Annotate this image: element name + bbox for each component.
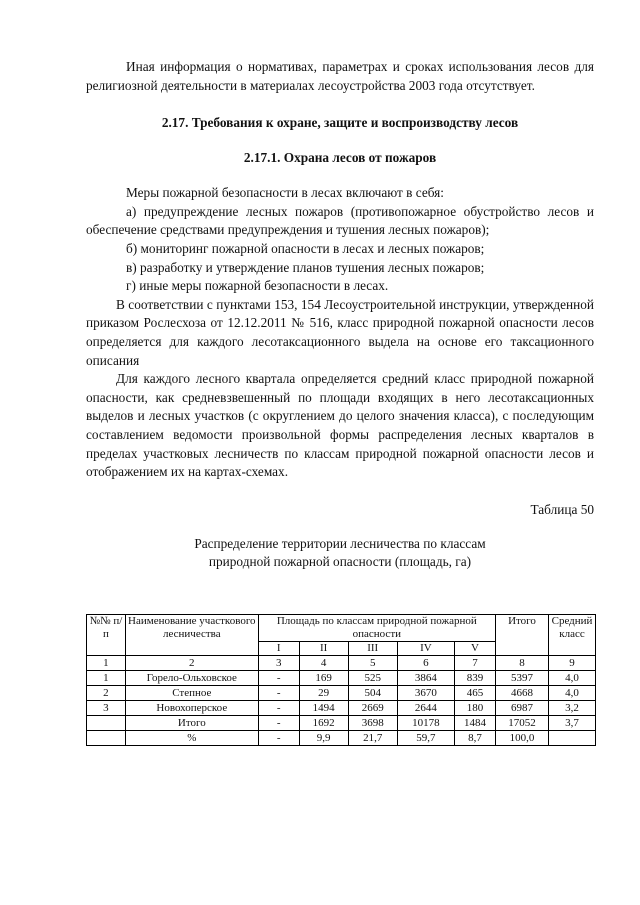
cell-average-class: 4,0 xyxy=(549,686,596,701)
cell-class-4: 10178 xyxy=(397,716,454,731)
measure-item-b: б) мониторинг пожарной опасности в лесах и лесных пожаров; xyxy=(126,240,485,256)
cell-class-3: 2669 xyxy=(348,701,397,716)
cell-class-1: - xyxy=(258,716,299,731)
document-page xyxy=(86,58,594,571)
cell-class-1: - xyxy=(258,731,299,746)
subsection-title: 2.17.1. Охрана лесов от пожаров xyxy=(243,150,437,166)
cell-class-3: 3698 xyxy=(348,716,397,731)
column-number: 9 xyxy=(549,656,596,671)
table-label: Таблица 50 xyxy=(530,501,594,517)
cell-total: 100,0 xyxy=(495,731,548,746)
cell-total: 4668 xyxy=(495,686,548,701)
cell-total: 5397 xyxy=(495,671,548,686)
header-forestry-name: Наименование участкового лесничества xyxy=(125,615,258,656)
cell-class-4: 59,7 xyxy=(397,731,454,746)
cell-number: 2 xyxy=(87,686,126,701)
column-number: 7 xyxy=(455,656,496,671)
cell-class-5: 1484 xyxy=(455,716,496,731)
column-number: 2 xyxy=(125,656,258,671)
table-caption xyxy=(86,535,594,571)
paragraph-instruction: В соответствии с пунктами 153, 154 Лесоустроительной инструкции, утвержденной приказом Рослесхоза от 12.12.2011 № 516, класс природной пожарной опасности лесов определяется для каждого лесотаксационного выдела на основе его таксационного описания xyxy=(86,296,594,368)
cell-class-1: - xyxy=(258,701,299,716)
cell-class-5: 180 xyxy=(455,701,496,716)
column-number: 3 xyxy=(258,656,299,671)
intro-paragraph: Иная информация о нормативах, параметрах и сроках использования лесов для религиозной деятельности в материалах лесоустройства 2003 года отсутствует. xyxy=(86,59,594,93)
table-caption-line1: Распределение территории лесничества по классам xyxy=(194,536,486,552)
cell-forestry-name: Горело-Ольховское xyxy=(125,671,258,686)
column-number: 1 xyxy=(87,656,126,671)
header-average-class: Средний класс xyxy=(549,615,596,656)
cell-class-5: 8,7 xyxy=(455,731,496,746)
cell-class-3: 504 xyxy=(348,686,397,701)
cell-average-class: 4,0 xyxy=(549,671,596,686)
cell-class-2: 1494 xyxy=(299,701,348,716)
cell-class-2: 9,9 xyxy=(299,731,348,746)
cell-class-3: 21,7 xyxy=(348,731,397,746)
table-row xyxy=(87,701,596,716)
cell-class-1: - xyxy=(258,671,299,686)
header-number: №№ п/п xyxy=(87,615,126,656)
cell-forestry-name: Новохоперское xyxy=(125,701,258,716)
header-class-1: I xyxy=(258,642,299,656)
table-row xyxy=(87,671,596,686)
cell-number: 1 xyxy=(87,671,126,686)
measures-intro: Меры пожарной безопасности в лесах включают в себя: xyxy=(126,185,444,201)
cell-class-4: 2644 xyxy=(397,701,454,716)
header-class-2: II xyxy=(299,642,348,656)
header-area-by-class: Площадь по классам природной пожарной опасности xyxy=(258,615,495,642)
cell-class-4: 3670 xyxy=(397,686,454,701)
cell-average-class xyxy=(549,731,596,746)
table-caption-line2: природной пожарной опасности (площадь, га) xyxy=(208,554,472,570)
cell-number xyxy=(87,731,126,746)
table-row-percent xyxy=(87,731,596,746)
cell-total: 17052 xyxy=(495,716,548,731)
paragraph-quarter-class: Для каждого лесного квартала определяется средний класс природной пожарной опасности, как средневзвешенный по площади входящих в него лесотаксационных выделов и лесных участков (с округлением до целого значения класса), с последующим составлением ведомости произвольной формы распределения лесных кварталов в пределах участковых лесничеств по классам природной пожарной опасности лесов и отображением их на картах-схемах. xyxy=(86,371,594,480)
cell-class-2: 169 xyxy=(299,671,348,686)
cell-average-class: 3,2 xyxy=(549,701,596,716)
table-row xyxy=(87,686,596,701)
cell-class-2: 1692 xyxy=(299,716,348,731)
header-total: Итого xyxy=(495,615,548,656)
column-number: 4 xyxy=(299,656,348,671)
cell-number xyxy=(87,716,126,731)
table-row-total xyxy=(87,716,596,731)
cell-number: 3 xyxy=(87,701,126,716)
header-class-3: III xyxy=(348,642,397,656)
column-number-row xyxy=(87,656,596,671)
header-class-5: V xyxy=(455,642,496,656)
cell-class-1: - xyxy=(258,686,299,701)
cell-class-5: 839 xyxy=(455,671,496,686)
column-number: 6 xyxy=(397,656,454,671)
fire-class-table xyxy=(86,614,596,746)
cell-class-2: 29 xyxy=(299,686,348,701)
cell-total: 6987 xyxy=(495,701,548,716)
cell-forestry-name: Итого xyxy=(125,716,258,731)
cell-forestry-name: % xyxy=(125,731,258,746)
header-class-4: IV xyxy=(397,642,454,656)
measure-item-c: в) разработку и утверждение планов тушения лесных пожаров; xyxy=(126,259,485,275)
section-title: 2.17. Требования к охране, защите и воспроизводству лесов xyxy=(161,115,519,131)
column-number: 8 xyxy=(495,656,548,671)
cell-forestry-name: Степное xyxy=(125,686,258,701)
measure-item-d: г) иные меры пожарной безопасности в лесах. xyxy=(126,278,389,294)
cell-class-5: 465 xyxy=(455,686,496,701)
measure-item-a: а) предупреждение лесных пожаров (противопожарное обустройство лесов и обеспечение средствами предупреждения и тушения лесных пожаров); xyxy=(86,203,594,238)
cell-class-4: 3864 xyxy=(397,671,454,686)
cell-average-class: 3,7 xyxy=(549,716,596,731)
column-number: 5 xyxy=(348,656,397,671)
cell-class-3: 525 xyxy=(348,671,397,686)
